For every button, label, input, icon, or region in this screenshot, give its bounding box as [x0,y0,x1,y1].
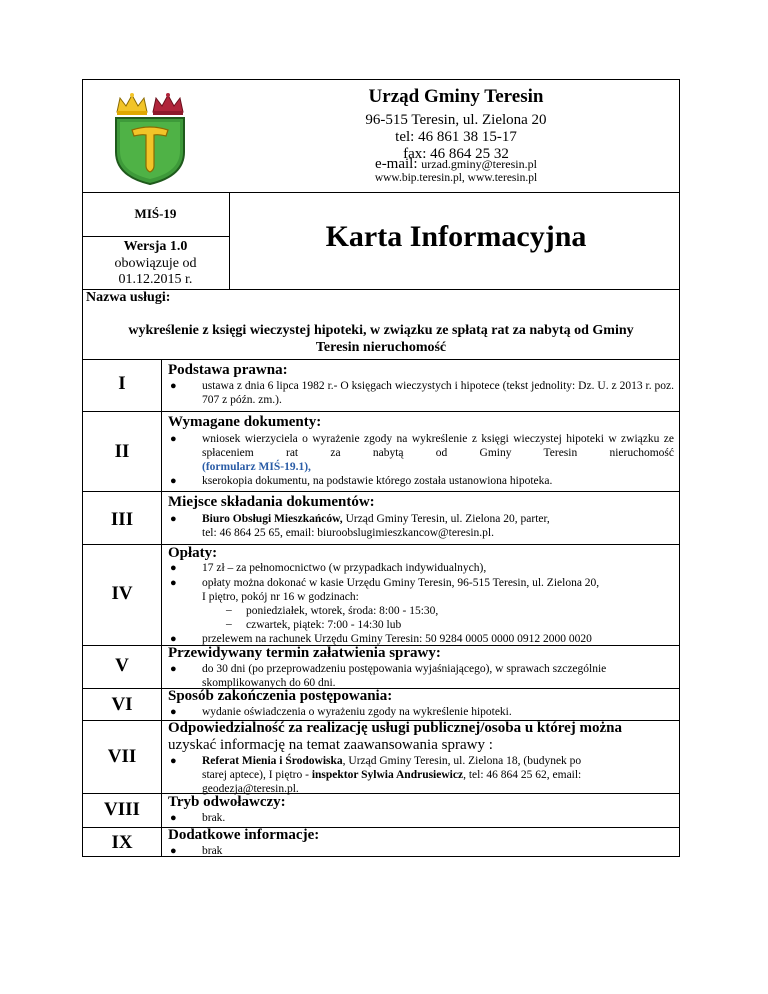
bullet-icon: ● [170,812,177,824]
crown-icon-left [117,93,147,115]
bullet-icon: ● [170,577,177,589]
section-9-title: Dodatkowe informacje: [168,827,320,843]
section-1-item: ustawa z dnia 6 lipca 1982 r.- O księgach wieczystych i hipotece (tekst jednolity: Dz. U. z 2013 r. poz. 707 z późn. zm.). [202,380,674,406]
bullet-icon: ● [170,706,177,718]
crown-icon-right [153,93,183,115]
section-8-number: VIII [104,799,140,820]
section-6-title: Sposób zakończenia postępowania: [168,688,393,704]
bullet-icon: ● [170,513,177,525]
responsible-department: Referat Mienia i Środowiska [202,755,343,767]
card-valid-from-label: obowiązuje od [114,256,197,271]
email-link[interactable]: urzad.gminy@teresin.pl [421,157,537,171]
section-7-number: VII [107,746,137,767]
coat-of-arms-logo [112,90,188,186]
section-4-hours-1: poniedziałek, wtorek, środa: 8:00 - 15:30, [246,605,439,617]
section-2-item-2: kserokopia dokumentu, na podstawie którego została ustanowiona hipoteka. [202,475,553,487]
bullet-icon: ● [170,380,177,392]
section-5-item [202,662,674,690]
office-email-line [232,155,680,173]
section-9-item: brak [202,845,223,857]
section-3-title: Miejsce składania dokumentów: [168,494,375,510]
bullet-icon: ● [170,475,177,487]
card-title: Karta Informacyjna [325,220,587,253]
section-7-subtitle: uzyskać informację na temat zaawansowania sprawy : [168,737,493,753]
section-2-item-1 [202,432,674,474]
dash-icon: – [226,618,232,630]
office-phone: tel: 46 861 38 15-17 [395,129,517,145]
responsible-location: starej aptece), I piętro - [202,769,312,781]
section-4-item-1: 17 zł – za pełnomocnictwo (w przypadkach indywidualnych), [202,562,487,574]
section-1-number: I [118,373,126,394]
section-3-item [202,512,674,540]
service-name-line2: Teresin nieruchomość [315,340,447,355]
email-label: e-mail: [375,156,422,172]
section-5-number: V [115,655,129,676]
section-5-item-line1: do 30 dni (po przeprowadzeniu postępowania wyjaśniającego), w sprawach szczególnie [202,663,607,675]
roman-column-divider [161,359,162,857]
office-address: 96-515 Teresin, ul. Zielona 20 [365,112,547,128]
office-fax: fax: 46 864 25 32 [403,146,509,162]
bullet-icon: ● [170,633,177,645]
form-link[interactable]: (formularz MIŚ-19.1), [202,461,311,473]
dash-icon: – [226,604,232,616]
service-label: Nazwa usługi: [86,290,171,305]
card-id-divider [229,192,230,289]
office-service-address: Urząd Gminy Teresin, ul. Zielona 20, parter, [342,513,550,525]
section-4-hours-2: czwartek, piątek: 7:00 - 14:30 lub [246,619,402,631]
section-9-number: IX [111,832,133,853]
office-service-contact: tel: 46 864 25 65, email: biuroobslugimieszkancow@teresin.pl. [202,527,494,539]
title-divider [82,289,680,290]
section-2-item-1-text: wniosek wierzyciela o wyrażenie zgody na wykreślenie z księgi wieczystej hipoteki w związku ze spłaceniem rat za nabytą od Gminy Teresin nieruchomość [202,433,674,459]
section-2-number: II [114,441,130,462]
section-1-title: Podstawa prawna: [168,362,288,378]
bullet-icon: ● [170,845,177,857]
header-divider [82,192,680,193]
responsible-phone: , tel: 46 864 25 62, email: [463,769,582,781]
responsible-email[interactable]: geodezja@teresin.pl. [202,783,299,795]
row-divider-1 [82,411,680,412]
office-websites[interactable]: www.bip.teresin.pl, www.teresin.pl [374,172,538,184]
section-4-item-3: przelewem na rachunek Urzędu Gminy Teresin: 50 9284 0005 0000 0912 2000 0020 [202,633,592,645]
row-divider-2 [82,491,680,492]
bullet-icon: ● [170,433,177,445]
bullet-icon: ● [170,755,177,767]
bullet-icon: ● [170,562,177,574]
service-divider [82,359,680,360]
section-8-item: brak. [202,812,226,824]
office-name: Urząd Gminy Teresin [368,86,544,107]
section-4-item-2 [202,576,674,604]
office-service-bureau: Biuro Obsługi Mieszkańców, [202,513,343,525]
responsible-person: inspektor Sylwia Andrusiewicz [311,769,464,781]
section-5-item-line2: skomplikowanych do 60 dni. [202,677,336,689]
code-version-divider [82,236,229,237]
section-8-title: Tryb odwoławczy: [168,794,286,810]
section-3-number: III [110,509,134,530]
service-name-line1: wykreślenie z księgi wieczystej hipoteki, w związku ze spłatą rat za nabytą od Gminy [128,323,634,338]
card-version: Wersja 1.0 [123,239,188,254]
responsible-address: , Urząd Gminy Teresin, ul. Zielona 18, (budynek po [342,755,582,767]
section-6-item: wydanie oświadczenia o wyrażeniu zgody na wykreślenie hipoteki. [202,706,512,718]
section-2-title: Wymagane dokumenty: [168,414,322,430]
section-4-item-2-line1: opłaty można dokonać w kasie Urzędu Gminy Teresin, 96-515 Teresin, ul. Zielona 20, [202,577,600,589]
section-4-number: IV [111,583,133,604]
section-4-item-2-line2: I piętro, pokój nr 16 w godzinach: [202,591,359,603]
section-4-title: Opłaty: [168,545,218,561]
section-5-title: Przewidywany termin załatwienia sprawy: [168,645,441,661]
card-valid-from-date: 01.12.2015 r. [118,272,193,287]
card-code: MIŚ-19 [134,206,177,221]
bullet-icon: ● [170,663,177,675]
section-6-number: VI [111,694,133,715]
section-7-title: Odpowiedzialność za realizację usługi publicznej/osoba u której można [168,720,623,736]
section-7-item [202,754,674,796]
